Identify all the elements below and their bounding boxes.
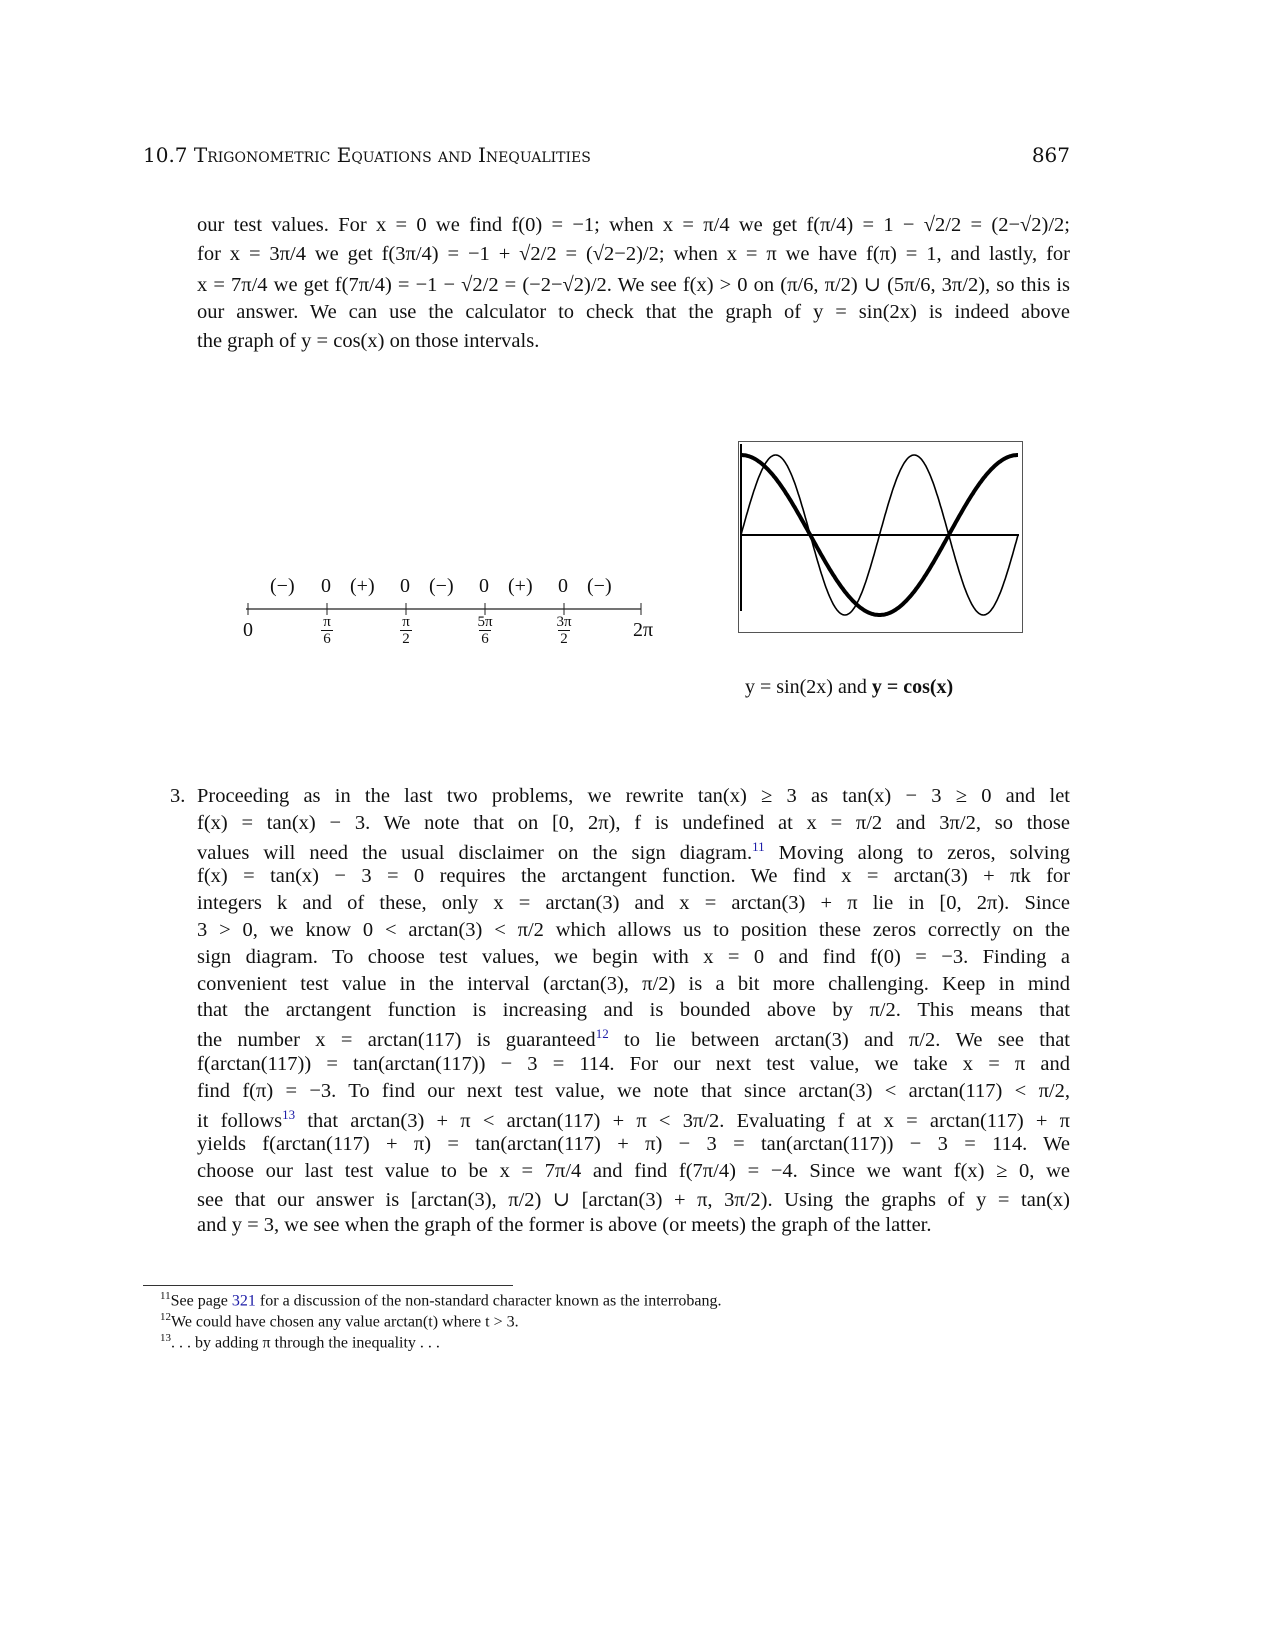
- text-line: [197, 839, 1070, 865]
- text-run: that the arctangent function is increasing and is bounded above by π/2. This means that: [197, 999, 1070, 1022]
- tick-label: [307, 615, 347, 646]
- footnote: [160, 1311, 519, 1331]
- graph-frame: [739, 442, 1023, 633]
- tick-label: [465, 615, 505, 646]
- text-run: find f(π) = −3. To find our next test value, we note that since arctan(3) < arctan(117) < π/2,: [197, 1079, 1070, 1102]
- text-line: [197, 301, 1070, 324]
- text-line: [197, 243, 1070, 266]
- tick-denominator: 6: [481, 631, 489, 647]
- text-run: Moving along to zeros, solving: [764, 841, 1070, 864]
- tick-label: [386, 615, 426, 646]
- tick-numerator: π: [323, 614, 331, 630]
- footnote: [160, 1332, 440, 1352]
- text-line: [197, 812, 1070, 835]
- text-line: [197, 1214, 1070, 1237]
- text-line: [197, 214, 1070, 237]
- text-line: [197, 919, 1070, 942]
- text-run: to lie between arctan(3) and π/2. We see that: [608, 1029, 1070, 1052]
- text-line: [197, 973, 1070, 996]
- text-run: see that our answer is [arctan(3), π/2) ∪ [arctan(3) + π, 3π/2). Using the graphs of y = tan(x): [197, 1189, 1070, 1211]
- tick-numerator: 5π: [477, 614, 493, 630]
- text-run: f(arctan(117)) = tan(arctan(117)) − 3 = 114. For our next test value, we take x = π and: [197, 1053, 1070, 1075]
- sign-label: 0: [321, 575, 331, 597]
- text-line: [197, 1107, 1070, 1133]
- caption-text: y = sin(2x) and: [745, 676, 872, 698]
- text-run: our answer. We can use the calculator to check that the graph of y = sin(2x) is indeed above: [197, 301, 1070, 323]
- text-run: choose our last test value to be x = 7π/4 and find f(7π/4) = −4. Since we want f(x) ≥ 0, we: [197, 1160, 1070, 1183]
- sign-label: (−): [429, 575, 454, 597]
- text-run: x = 7π/4 we get f(7π/4) = −1 − √2/2 = (−2−√2)/2. We see f(x) > 0 on (π/6, π/2) ∪ (5π/6, 3π/2), so this is: [197, 274, 1070, 296]
- tick-numerator: 3π: [556, 614, 572, 630]
- text-line: [197, 330, 1070, 353]
- tick-numerator: π: [402, 614, 410, 630]
- text-line: [197, 1026, 1070, 1052]
- text-line: [197, 946, 1070, 969]
- footnote-rule: [143, 1285, 513, 1286]
- text-run: 3 > 0, we know 0 < arctan(3) < π/2 which allows us to position these zeros correctly on the: [197, 919, 1070, 941]
- tick-denominator: 2: [560, 631, 568, 647]
- tick-label: 0: [243, 619, 253, 641]
- text-line: [197, 1053, 1070, 1076]
- tick-label: 2π: [632, 619, 654, 641]
- footnote-ref[interactable]: 13: [282, 1106, 296, 1122]
- footnote-text: See page: [170, 1292, 232, 1310]
- text-line: [197, 865, 1070, 888]
- sign-label: (−): [270, 575, 295, 597]
- text-run: integers k and of these, only x = arctan(3) and x = arctan(3) + π lie in [0, 2π). Since: [197, 892, 1070, 915]
- text-line: [197, 1160, 1070, 1183]
- text-run: f(x) = tan(x) − 3. We note that on [0, 2π), f is undefined at x = π/2 and 3π/2, so those: [197, 811, 1070, 834]
- footnote-number: 11: [160, 1290, 171, 1302]
- text-run: convenient test value in the interval (arctan(3), π/2) is a bit more challenging. Keep in mind: [197, 972, 1070, 995]
- section-header: 10.7 Trigonometric Equations and Inequalities: [143, 143, 591, 167]
- sign-label: (+): [508, 575, 533, 597]
- tick-denominator: 2: [402, 631, 410, 647]
- tick-denominator: 6: [323, 631, 331, 647]
- sign-label: 0: [479, 575, 489, 597]
- footnote: [160, 1290, 722, 1310]
- footnote-text: . . . by adding π through the inequality . . .: [171, 1334, 440, 1352]
- page-number: 867: [1031, 143, 1070, 167]
- footnote-number: 13: [160, 1332, 171, 1344]
- text-run: yields f(arctan(117) + π) = tan(arctan(117) + π) − 3 = tan(arctan(117)) − 3 = 114. We: [197, 1133, 1070, 1156]
- graph-caption: [745, 676, 953, 699]
- text-run: sign diagram. To choose test values, we begin with x = 0 and find f(0) = −3. Finding a: [197, 945, 1070, 968]
- footnote-number: 12: [160, 1311, 171, 1323]
- text-line: [197, 999, 1070, 1022]
- sign-label: 0: [558, 575, 568, 597]
- footnote-ref[interactable]: 11: [752, 838, 765, 854]
- text-run: that arctan(3) + π < arctan(117) + π < 3π/2. Evaluating f at x = arctan(117) + π: [295, 1109, 1070, 1132]
- text-run: our test values. For x = 0 we find f(0) = −1; when x = π/4 we get f(π/4) = 1 − √2/2 = (2−√2)/2;: [197, 214, 1070, 236]
- text-line: [197, 1133, 1070, 1156]
- text-line: [197, 272, 1070, 297]
- text-run: Proceeding as in the last two problems, we rewrite tan(x) ≥ 3 as tan(x) − 3 ≥ 0 and let: [197, 785, 1070, 807]
- text-run: and y = 3, we see when the graph of the former is above (or meets) the graph of the latter.: [197, 1213, 932, 1236]
- text-line: [197, 1187, 1070, 1212]
- sign-label: (−): [587, 575, 612, 597]
- text-run: for x = 3π/4 we get f(3π/4) = −1 + √2/2 = (√2−2)/2; when x = π we have f(π) = 1, and lastly, for: [197, 243, 1070, 265]
- text-line: [197, 785, 1070, 808]
- sign-label: 0: [400, 575, 410, 597]
- footnote-text: We could have chosen any value arctan(t) where t > 3.: [171, 1313, 519, 1331]
- calculator-graph: [738, 441, 1023, 633]
- page-link[interactable]: 321: [231, 1292, 256, 1310]
- tick-label: [544, 615, 584, 646]
- text-run: f(x) = tan(x) − 3 = 0 requires the arctangent function. We find x = arctan(3) + πk for: [197, 865, 1070, 888]
- text-run: the graph of y = cos(x) on those intervals.: [197, 330, 540, 352]
- text-run: it follows: [197, 1109, 283, 1132]
- text-line: [197, 892, 1070, 915]
- text-run: values will need the usual disclaimer on the sign diagram.: [197, 841, 753, 864]
- caption-bold: y = cos(x): [871, 676, 954, 698]
- text-run: the number x = arctan(117) is guaranteed: [197, 1029, 596, 1052]
- footnote-ref[interactable]: 12: [595, 1026, 609, 1042]
- footnote-text: for a discussion of the non-standard character known as the interrobang.: [255, 1292, 722, 1310]
- text-line: [197, 1080, 1070, 1103]
- item-number: 3.: [170, 785, 186, 807]
- sign-label: (+): [350, 575, 375, 597]
